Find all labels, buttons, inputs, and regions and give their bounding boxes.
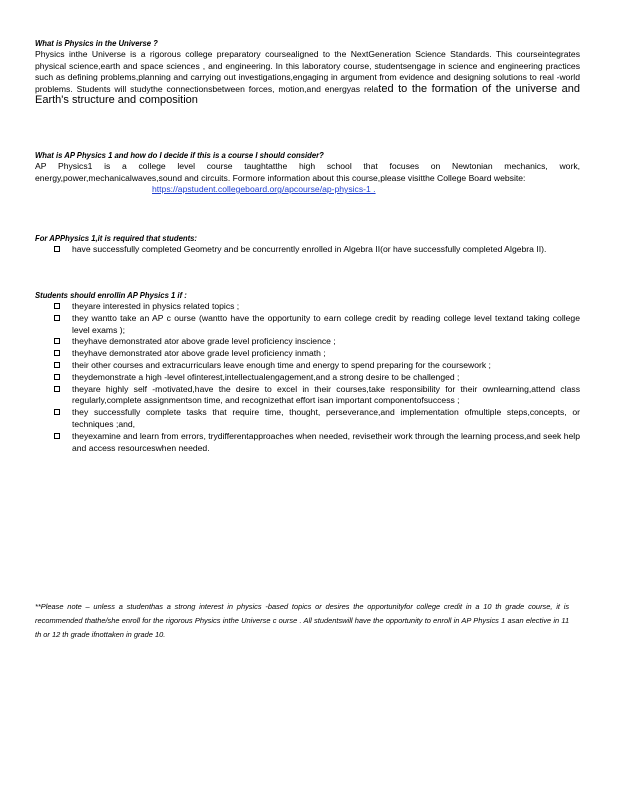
list-item: theyare highly self -motivated,have the desire to excel in their courses,take responsibility for their ownlearning,attend class regularly,complete assignmentson time, and recognizethat effort isan important componentofsuccess ; <box>35 384 580 408</box>
bullet-box-icon <box>54 350 60 356</box>
list-item: theyhave demonstrated ator above grade level proficiency inscience ; <box>35 336 580 348</box>
section-heading: What is AP Physics 1 and how do I decide if this is a course I should consider? <box>35 150 324 160</box>
bullet-box-icon <box>54 386 60 392</box>
section-physics-universe <box>35 38 580 107</box>
requirements-list <box>35 244 580 256</box>
section-heading: Students should enrollin AP Physics 1 if : <box>35 290 187 300</box>
section-ap-physics <box>35 150 580 194</box>
bullet-box-icon <box>54 338 60 344</box>
list-item: theyexamine and learn from errors, trydifferentapproaches when needed, revisetheir work through the learning process,and seek help and access resourceswhen needed. <box>35 431 580 455</box>
section-body: AP Physics1 is a college level course taughtatthe high school that focuses on Newtonian mechanics, work, energy,power,mechanicalwaves,sound and circuits. Formore information about this course,please visitthe College Board website: <box>35 161 580 183</box>
footnote: **Please note – unless a studenthas a strong interest in physics -based topics or desires the opportunityfor college credit in a 10 th grade course, it is recommended thathe/she enroll for the rigorous Physics inthe Universe c ourse . All studentswill have the opportunity to enroll in AP Physics 1 asan elective in 11 th or 12 th grade ifnottaken in grade 10. <box>35 602 570 639</box>
section-body: Physics inthe Universe is a rigorous college preparatory coursealigned to the NextGeneration Science Standards. This courseintegrates physical science,earth and space sciences , and engineering. In this laboratory course, studentsengage in science and engineering practices such as defining problems,planning and carrying out investigations,engaging in argument from evidence and designing solutions to real -world problems. Students will studythe connectionsbetween forces, motion,and energyas related to the formation of the universe and Earth's structure and composition <box>35 49 580 106</box>
college-board-link[interactable]: https://apstudent.collegeboard.org/apcourse/ap-physics-1 . <box>152 184 376 194</box>
list-item: they successfully complete tasks that require time, thought, perseverance,and implementation ofmultiple steps,concepts, or techniques ;and, <box>35 407 580 431</box>
bullet-box-icon <box>54 433 60 439</box>
bullet-box-icon <box>54 374 60 380</box>
bullet-box-icon <box>54 303 60 309</box>
bullet-box-icon <box>54 362 60 368</box>
body-tail: ted to the formation of the universe and Earth's structure and composition <box>35 82 580 106</box>
list-item: theyare interested in physics related topics ; <box>35 301 580 313</box>
list-item: their other courses and extracurriculars leave enough time and energy to spend preparing for the coursework ; <box>35 360 580 372</box>
section-heading: What is Physics in the Universe ? <box>35 38 158 48</box>
list-item: they wantto take an AP c ourse (wantto have the opportunity to earn college credit by reading college level textand taking college level exams ); <box>35 313 580 337</box>
list-item: theydemonstrate a high -level ofinterest,intellectualengagement,and a strong desire to be challenged ; <box>35 372 580 384</box>
list-item: theyhave demonstrated ator above grade level proficiency inmath ; <box>35 348 580 360</box>
section-heading: For APPhysics 1,it is required that students: <box>35 233 197 243</box>
section-enroll-criteria <box>35 290 580 454</box>
footnote-section <box>35 600 580 642</box>
list-item: have successfully completed Geometry and be concurrently enrolled in Algebra II(or have successfully completed Algebra II). <box>35 244 580 256</box>
bullet-box-icon <box>54 315 60 321</box>
criteria-list <box>35 301 580 454</box>
section-requirements <box>35 233 580 256</box>
bullet-box-icon <box>54 409 60 415</box>
bullet-box-icon <box>54 246 60 252</box>
